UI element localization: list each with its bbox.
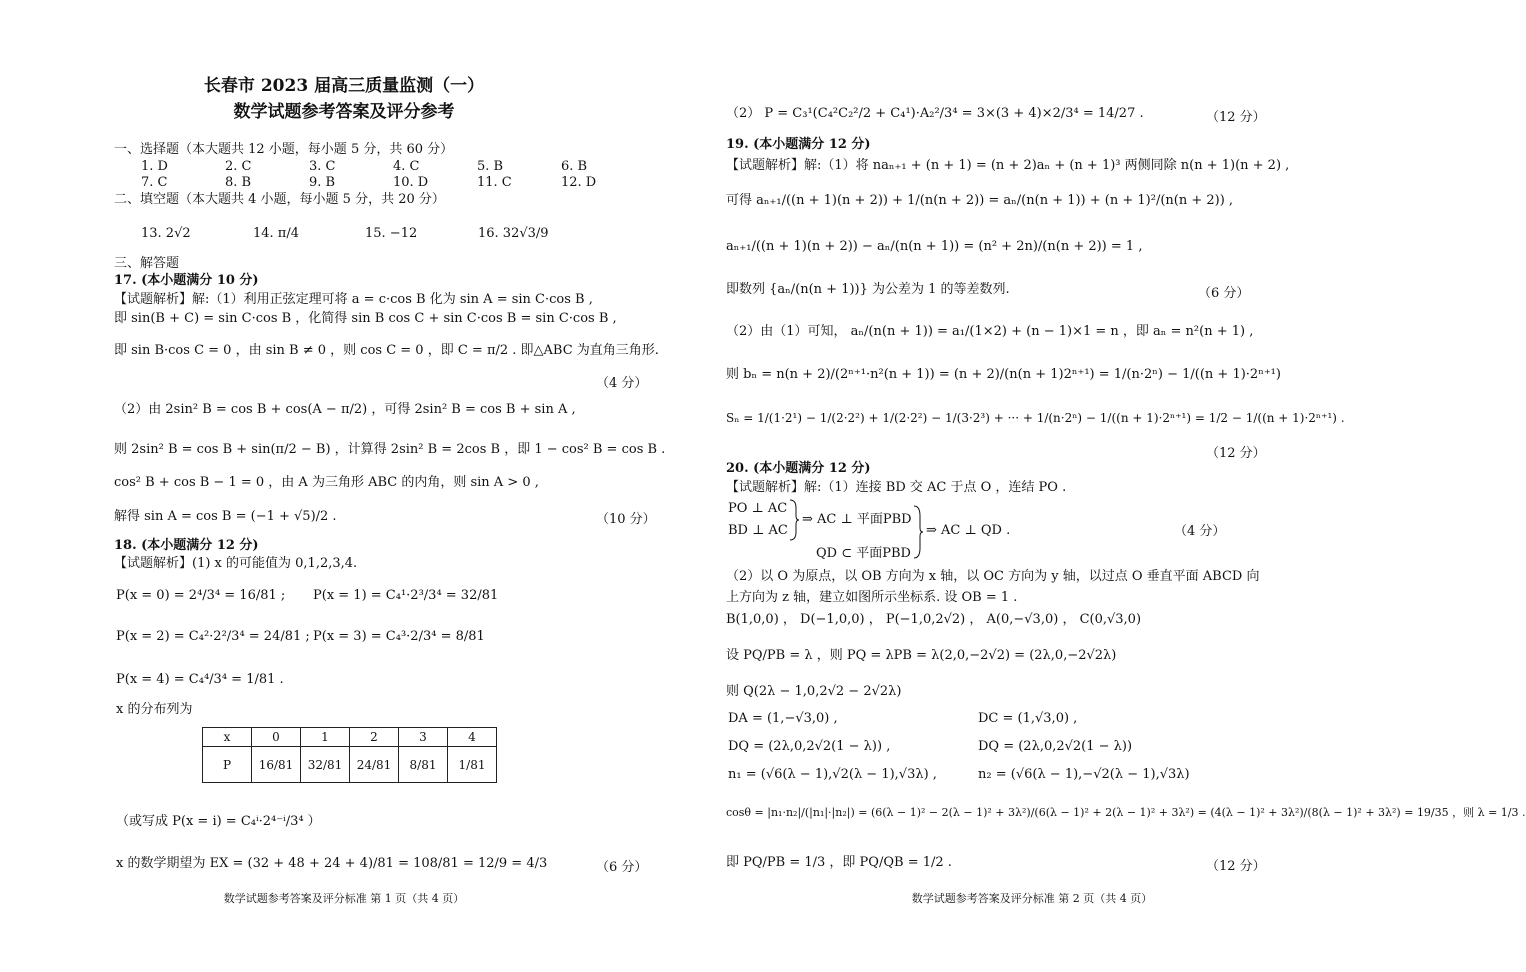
page-footer: 数学试题参考答案及评分标准 第 1 页（共 4 页） [223, 892, 465, 905]
q17-line: 即 sin B·cos C = 0 ，由 sin B ≠ 0 ，则 cos C = 0 ，即 C = π/2 . 即△ABC 为直角三角形. [114, 343, 659, 358]
q20-sys-item: ⇒ AC ⊥ QD . [926, 523, 1011, 538]
score-mark: （10 分） [596, 512, 656, 527]
q19-line: 即数列 {aₙ/(n(n + 1))} 为公差为 1 的等差数列. [726, 282, 1010, 297]
q19-line: 【试题解析】解:（1）将 naₙ₊₁ + (n + 1) = (n + 2)aₙ + (n + 1)³ 两侧同除 n(n + 1)(n + 2) , [726, 158, 1290, 173]
q20-sys-item: PO ⊥ AC [728, 501, 788, 516]
choice-answer: 10. D [393, 175, 429, 190]
q19-heading: 19. (本小题满分 12 分) [726, 137, 871, 152]
choice-answer: 3. C [309, 159, 336, 174]
choice-answer: 1. D [141, 159, 168, 174]
q18-prob: P(x = 2) = C₄²·2²/3⁴ = 24/81 ; [116, 629, 310, 644]
q18-prob: P(x = 0) = 2⁴/3⁴ = 16/81 ; [116, 588, 286, 603]
section-solve: 三、解答题 [114, 256, 180, 271]
choice-answer: 12. D [561, 175, 597, 190]
q20-vector: DA = (1,−√3,0) , [728, 711, 838, 726]
q20-cos-line: cosθ = |n₁·n₂|/(|n₁|·|n₂|) = (6(λ − 1)² − 2(λ − 1)² + 3λ²)/(6(λ − 1)² + 2(λ − 1)² + 3λ²) = (4(λ − 1)² + 3λ²)/(8(λ − 1)² + 3λ²) = 19/35 ，则 λ = 1/3 . [726, 806, 1526, 819]
q19-line: 可得 aₙ₊₁/((n + 1)(n + 2)) + 1/(n(n + 2)) = aₙ/(n(n + 1)) + (n + 1)²/(n(n + 2)) , [726, 193, 1234, 208]
q19-line: （2）由（1）可知， aₙ/(n(n + 1)) = a₁/(1×2) + (n − 1)×1 = n ，即 aₙ = n²(n + 1) , [726, 324, 1254, 339]
section-fill: 二、填空题（本大题共 4 小题，每小题 5 分，共 20 分） [114, 192, 445, 207]
score-mark: （12 分） [1206, 446, 1266, 461]
table-row [203, 728, 497, 747]
score-mark: （12 分） [1206, 110, 1266, 125]
distribution-table [202, 727, 497, 783]
q18-heading: 18. (本小题满分 12 分) [114, 538, 259, 553]
choice-answer: 2. C [225, 159, 252, 174]
choice-answer: 7. C [141, 175, 168, 190]
q19-line: 则 bₙ = n(n + 2)/(2ⁿ⁺¹·n²(n + 1)) = (n + 2)/(n(n + 1)2ⁿ⁺¹) = 1/(n·2ⁿ) − 1/((n + 1)·2ⁿ⁺¹) [726, 367, 1281, 382]
score-mark: （4 分） [1174, 524, 1226, 539]
choice-answer: 4. C [393, 159, 420, 174]
table-row [203, 747, 497, 783]
fill-answer: 14. π/4 [253, 226, 300, 241]
q18-prob: P(x = 1) = C₄¹·2³/3⁴ = 32/81 [313, 588, 499, 603]
q17-line: 【试题解析】解:（1）利用正弦定理可将 a = c·cos B 化为 sin A = sin C·cos B , [114, 292, 593, 307]
q18-dist-label: x 的分布列为 [116, 702, 193, 717]
q20-heading: 20. (本小题满分 12 分) [726, 461, 871, 476]
choice-answer: 6. B [561, 159, 588, 174]
q18-prob: P(x = 3) = C₄³·2/3⁴ = 8/81 [313, 629, 485, 644]
table-cell: 0 [252, 728, 301, 747]
q20-sys-item: QD ⊂ 平面PBD [816, 546, 911, 561]
table-cell: 24/81 [350, 747, 399, 783]
score-mark: （6 分） [1198, 286, 1250, 301]
choice-answer: 8. B [225, 175, 252, 190]
page-1 [0, 0, 688, 972]
page-2 [688, 0, 1526, 972]
fill-answer: 15. −12 [365, 226, 418, 241]
choice-answer: 11. C [477, 175, 512, 190]
q20-line: 设 PQ/PB = λ ，则 PQ = λPB = λ(2,0,−2√2) = (2λ,0,−2√2λ) [726, 648, 1117, 663]
q18-expectation: x 的数学期望为 EX = (32 + 48 + 24 + 4)/81 = 108/81 = 12/9 = 4/3 [116, 856, 548, 871]
score-mark: （4 分） [596, 376, 648, 391]
fill-answer: 16. 32√3/9 [478, 226, 549, 241]
table-cell: 2 [350, 728, 399, 747]
q19-sum-line: Sₙ = 1/(1·2¹) − 1/(2·2²) + 1/(2·2²) − 1/(3·2³) + ··· + 1/(n·2ⁿ) − 1/((n + 1)·2ⁿ⁺¹) = 1/2 − 1/((n + 1)·2ⁿ⁺¹) . [726, 411, 1345, 425]
section-choice: 一、选择题（本大题共 12 小题，每小题 5 分，共 60 分） [114, 142, 454, 157]
q17-line: 则 2sin² B = cos B + sin(π/2 − B) ，计算得 2sin² B = 2cos B ，即 1 − cos² B = cos B . [114, 442, 666, 457]
q20-vector: DQ = (2λ,0,2√2(1 − λ)) [978, 739, 1133, 754]
q18-line: 【试题解析】(1) x 的可能值为 0,1,2,3,4. [114, 556, 358, 571]
q20-sys-item: ⇒ AC ⊥ 平面PBD [802, 512, 912, 527]
brace-icon [912, 504, 924, 560]
q20-line: 【试题解析】解:（1）连接 BD 交 AC 于点 O ，连结 PO . [726, 480, 1067, 495]
q20-vector: n₂ = (√6(λ − 1),−√2(λ − 1),√3λ) [978, 767, 1190, 782]
table-cell: x [203, 728, 252, 747]
q17-heading: 17. (本小题满分 10 分) [114, 273, 259, 288]
q20-line: （2）以 O 为原点，以 OB 方向为 x 轴，以 OC 方向为 y 轴，以过点 O 垂直平面 ABCD 向 [726, 569, 1260, 584]
q20-vector: n₁ = (√6(λ − 1),√2(λ − 1),√3λ) , [728, 767, 937, 782]
q17-line: （2）由 2sin² B = cos B + cos(A − π/2) ，可得 2sin² B = cos B + sin A , [114, 402, 576, 417]
table-cell: 16/81 [252, 747, 301, 783]
table-cell: 1 [301, 728, 350, 747]
q20-line: B(1,0,0) ， D(−1,0,0) ， P(−1,0,2√2) ， A(0,−√3,0) ， C(0,√3,0) [726, 612, 1142, 627]
score-mark: （6 分） [596, 860, 648, 875]
table-cell: P [203, 747, 252, 783]
score-mark: （12 分） [1206, 859, 1266, 874]
choice-answer: 5. B [477, 159, 504, 174]
page-footer: 数学试题参考答案及评分标准 第 2 页（共 4 页） [911, 892, 1153, 905]
q18-part2: （2） P = C₃¹(C₄²C₂²/2 + C₄¹)·A₂²/3⁴ = 3×(3 + 4)×2/3⁴ = 14/27 . [726, 106, 1144, 121]
q18-prob: P(x = 4) = C₄⁴/3⁴ = 1/81 . [116, 672, 284, 687]
table-cell: 32/81 [301, 747, 350, 783]
q20-sys-item: BD ⊥ AC [728, 523, 788, 538]
doc-subtitle: 数学试题参考答案及评分参考 [233, 102, 455, 122]
q17-line: 即 sin(B + C) = sin C·cos B ，化简得 sin B cos C + sin C·cos B = sin C·cos B , [114, 311, 617, 326]
table-cell: 1/81 [448, 747, 497, 783]
q17-line: 解得 sin A = cos B = (−1 + √5)/2 . [114, 509, 337, 524]
q20-line: 上方向为 z 轴，建立如图所示坐标系. 设 OB = 1 . [726, 590, 1018, 605]
q20-line: 即 PQ/PB = 1/3 ，即 PQ/QB = 1/2 . [726, 855, 952, 870]
table-cell: 4 [448, 728, 497, 747]
q17-line: cos² B + cos B − 1 = 0 ，由 A 为三角形 ABC 的内角，则 sin A > 0 , [114, 475, 539, 490]
fill-answer: 13. 2√2 [141, 226, 191, 241]
brace-icon [788, 498, 800, 542]
q19-line: aₙ₊₁/((n + 1)(n + 2)) − aₙ/(n(n + 1)) = (n² + 2n)/(n(n + 2)) = 1 , [726, 239, 1143, 254]
q20-line: 则 Q(2λ − 1,0,2√2 − 2√2λ) [726, 684, 902, 699]
q20-vector: DQ = (2λ,0,2√2(1 − λ)) , [728, 739, 891, 754]
table-cell: 3 [399, 728, 448, 747]
q18-general-form: （或写成 P(x = i) = C₄ⁱ·2⁴⁻ⁱ/3⁴ ） [116, 814, 321, 829]
doc-title: 长春市 2023 届高三质量监测（一） [203, 76, 485, 96]
table-cell: 8/81 [399, 747, 448, 783]
q20-vector: DC = (1,√3,0) , [978, 711, 1078, 726]
choice-answer: 9. B [309, 175, 336, 190]
